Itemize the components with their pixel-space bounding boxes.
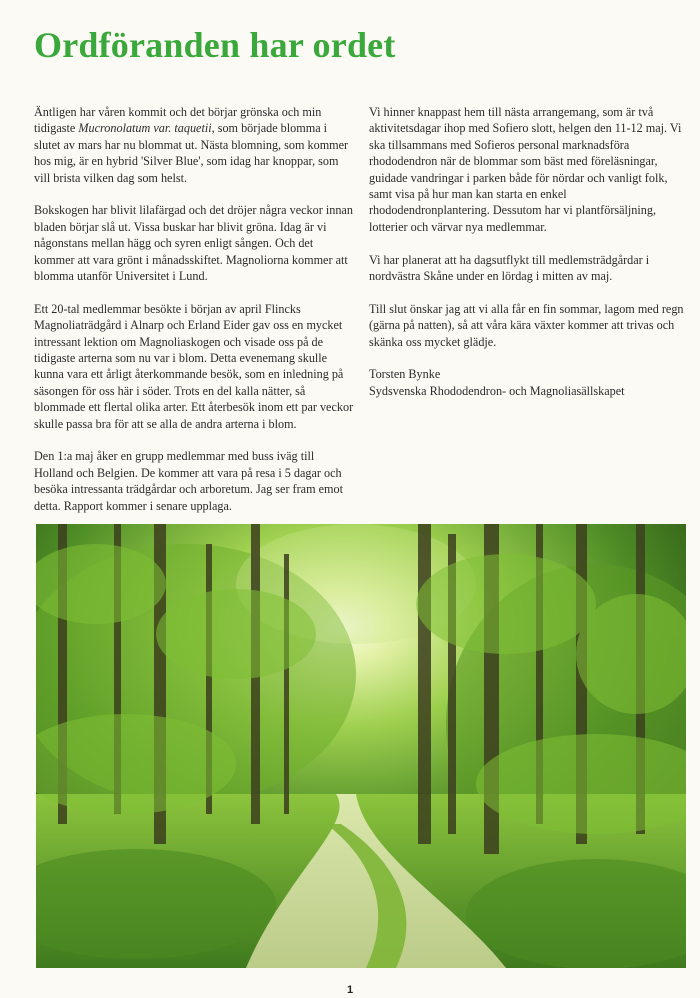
- signature-name: Torsten Bynke: [369, 367, 441, 382]
- page-title: Ordföranden har ordet: [34, 25, 396, 65]
- forest-path-photo: [36, 524, 686, 968]
- paragraph: Bokskogen har blivit lilafärgad och det dröjer några veckor innan bladen börjar slå ut. Vissa buskar har blivit gröna. Idag är vi någonstans mellan hägg och syren enligt sången. Och det kommer att vara grönt i månadsskiftet. Magnoliorna kommer att blomma utanför Universitet i Lund.: [34, 203, 353, 284]
- paragraph: [34, 104, 354, 186]
- paragraph: Ett 20-tal medlemmar besökte i början av april Flincks Magnoliaträdgård i Alnarp och Erland Eider gav oss en mycket intressant lektion om Magnoliaskogen och visade oss på de tidigaste arterna som nu var i blom. Detta evenemang skulle kunna vara ett årligt återkommande besök, som en inledning på säsongen för oss här i söder. Trots en del kalla nätter, så blommade ett flertal olika arter. Ett återbesök inom ett par veckor skulle passa bra för att se alla de andra arterna i blom.: [34, 301, 354, 431]
- paragraph: Vi hinner knappast hem till nästa arrangemang, som är två aktivitetsdagar ihop med Sofiero slott, helgen den 11-12 maj. Vi ska tillsammans med Sofieros personal marknadsföra rhododendron när de blommar som bäst med föreläsningar, guidade vandringar i parken både för nördar och vanligt folk, samt visa på hur man kan starta en enkel rhododendronplantering. Dessutom har vi plantförsäljning, lotterier och värvar nya medlemmar.: [369, 105, 682, 234]
- right-column: [369, 104, 685, 399]
- paragraph: Den 1:a maj åker en grupp medlemmar med buss iväg till Holland och Belgien. De kommer att vara på resa i 5 dagar och besöka intressanta trädgårdar och arboretum. Jag ser fram emot detta. Rapport kommer i senare upplaga.: [34, 449, 343, 513]
- page-number: 1: [346, 984, 354, 996]
- paragraph-text: , som började blomma i slutet av mars har nu blommat ut. Nästa blomning, som kommer hos mig, är en hybrid 'Silver Blue', som idag har knoppar, som vill brista vilken dag som helst.: [34, 121, 349, 185]
- signature-organization: Sydsvenska Rhododendron- och Magnoliasällskapet: [369, 383, 625, 398]
- paragraph-text: Äntligen har våren kommit och det börjar grönska och min tidigaste: [34, 105, 322, 136]
- paragraph: Till slut önskar jag att vi alla får en fin sommar, lagom med regn (gärna på natten), så att våra kära växter kommer att trivas och skänka oss mycket glädje.: [369, 301, 684, 349]
- plant-name-italic: Mucronolatum var. taquetii: [78, 121, 212, 136]
- paragraph: Vi har planerat att ha dagsutflykt till medlemsträdgårdar i nordvästra Skåne under en lördag i mitten av maj.: [369, 252, 650, 284]
- left-column: [34, 104, 354, 531]
